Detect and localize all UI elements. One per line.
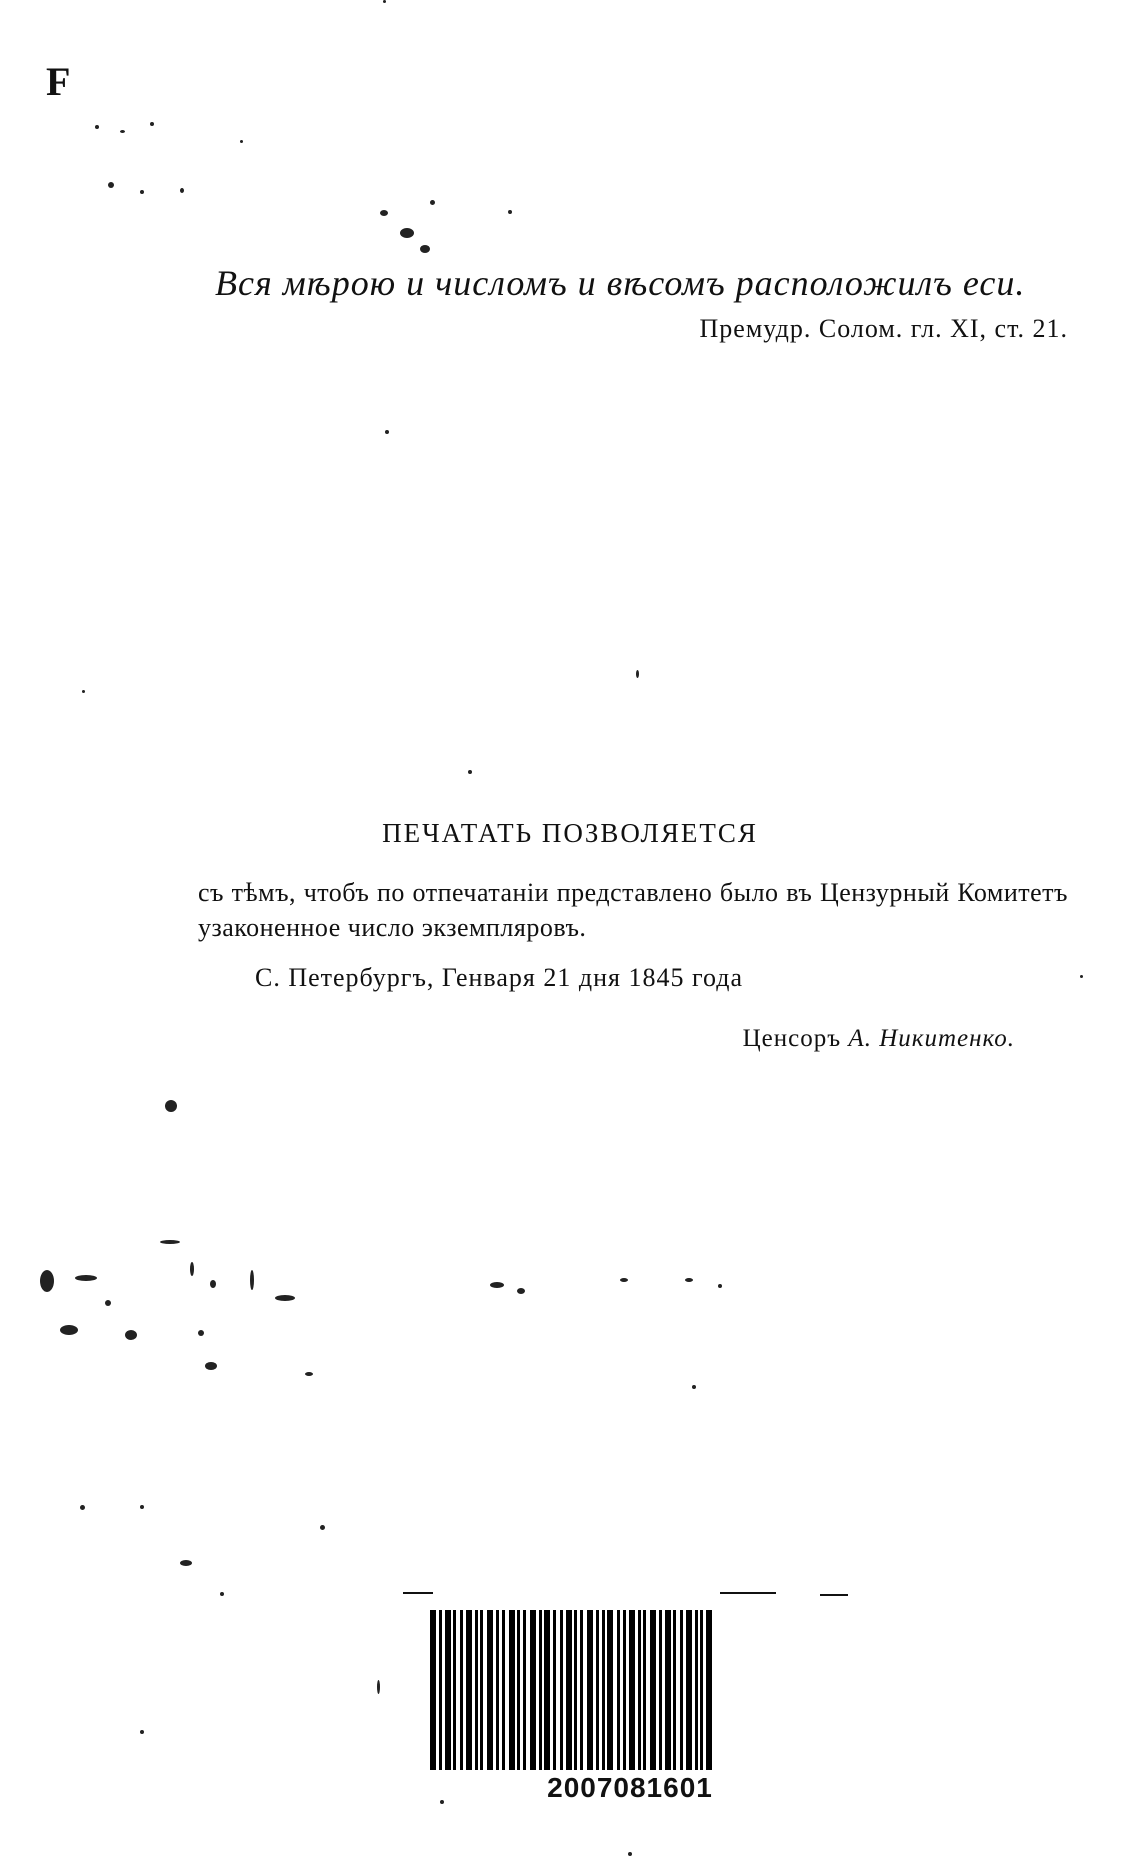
barcode [430,1610,830,1804]
imprimatur-place-date: С. Петербургъ, Генваря 21 дня 1845 года [255,963,743,992]
barcode-gap [712,1610,716,1770]
barcode-rule-right [820,1594,848,1596]
barcode-bars [430,1610,830,1770]
imprimatur-body: съ тѣмъ, чтобъ по отпечатаніи представлено было въ Цензурный Комитетъ узаконенное число экземпляровъ. [198,878,1068,942]
censor-name: А. Никитенко. [848,1025,1015,1052]
censor-title: Ценсоръ [742,1025,842,1052]
epigraph-reference: Премудр. Солом. гл. XI, ст. 21. [699,314,1068,343]
barcode-rule-left [403,1592,433,1594]
epigraph-text: Вся мѣрою и числомъ и вѣсомъ расположилъ еси. [215,263,1026,303]
barcode-number: 2007081601 [547,1772,713,1803]
imprimatur-title: ПЕЧАТАТЬ ПОЗВОЛЯЕТСЯ [382,818,758,848]
library-corner-mark: F [46,59,71,104]
censor-signature [743,1025,1015,1053]
barcode-rule-center [720,1592,776,1594]
